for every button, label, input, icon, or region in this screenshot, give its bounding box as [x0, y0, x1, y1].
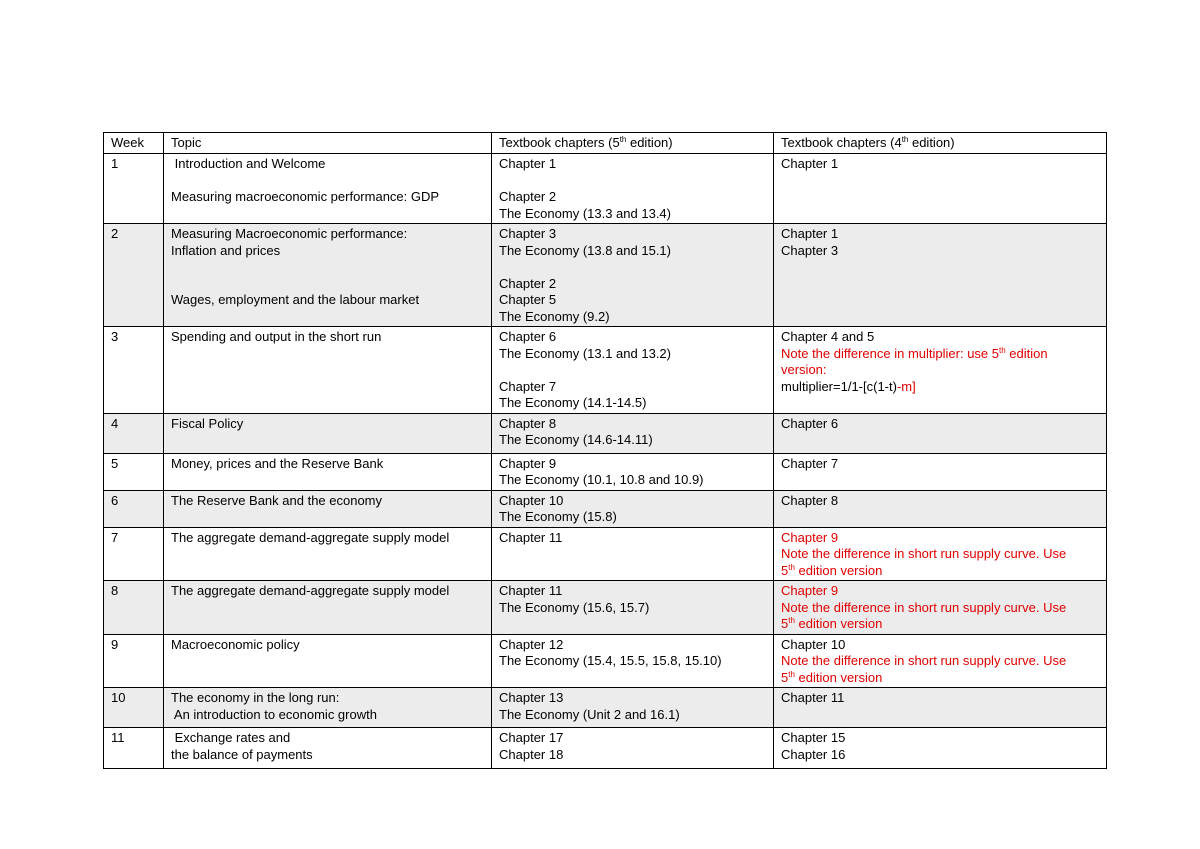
chapter-line: Chapter 12 [499, 636, 564, 652]
topic-line: Spending and output in the short run [171, 329, 382, 344]
note-number: 5 [781, 669, 789, 685]
chapter-line: Chapter 11 [499, 583, 563, 598]
chapter-line: Chapter 10 [781, 636, 846, 652]
note-continuation: version: [781, 362, 827, 377]
topic-cell [164, 581, 492, 635]
topic-cell [164, 453, 492, 490]
chapter-line: Chapter 8 [499, 415, 557, 431]
note-sup: th [788, 669, 795, 679]
header-fourth-edition [774, 133, 1107, 154]
chapter-line: The Economy (15.6, 15.7) [499, 599, 650, 615]
chapter-line: Chapter 1 [499, 156, 557, 171]
formula-text: multiplier=1/1-[c(1-t) [781, 378, 897, 394]
table-header-row [104, 133, 1107, 154]
fourth-edition-cell [774, 728, 1107, 769]
topic-line: The Reserve Bank and the economy [171, 492, 383, 508]
note-continuation [781, 670, 1100, 687]
fifth-edition-cell [492, 688, 774, 728]
chapter-line: Chapter 18 [499, 746, 564, 762]
chapter-line: Chapter 2 [499, 189, 557, 204]
fourth-edition-cell [774, 453, 1107, 490]
chapter-line: Chapter 2 [499, 275, 557, 291]
topic-cell [164, 224, 492, 327]
course-schedule-table [103, 132, 1107, 769]
note-text: Note the difference in multiplier: use 5 [781, 345, 999, 361]
chapter-line: Chapter 5 [499, 292, 557, 307]
chapter-line: The Economy (15.8) [499, 509, 617, 524]
topic-line: Exchange rates and [171, 730, 291, 745]
topic-cell [164, 154, 492, 224]
header-fifth-edition [492, 133, 774, 154]
topic-line: Introduction and Welcome [171, 156, 326, 171]
chapter-line: Chapter 10 [499, 492, 564, 508]
note-text-end: edition [1005, 345, 1048, 361]
chapter-line: Chapter 17 [499, 730, 564, 745]
fifth-edition-cell [492, 581, 774, 635]
topic-line: Money, prices and the Reserve Bank [171, 455, 384, 471]
topic-cell [164, 327, 492, 414]
chapter-line: The Economy (14.1-14.5) [499, 395, 647, 410]
chapter-line: Chapter 6 [499, 329, 557, 344]
header-fourth-post: edition) [908, 135, 955, 150]
note-text-end: edition version [794, 616, 883, 631]
topic-cell [164, 634, 492, 688]
topic-line: Measuring macroeconomic performance: GDP [171, 189, 440, 204]
chapter-line: The Economy (10.1, 10.8 and 10.9) [499, 472, 704, 487]
chapter-line: Chapter 8 [781, 492, 839, 508]
chapter-line: Chapter 6 [781, 415, 839, 431]
chapter-line: Chapter 7 [781, 455, 839, 471]
week-cell: 10 [104, 688, 164, 728]
topic-cell [164, 688, 492, 728]
chapter-line: The Economy (13.1 and 13.2) [499, 345, 671, 361]
table-row-week-1 [104, 154, 1107, 224]
fourth-edition-cell [774, 490, 1107, 527]
chapter-line: Chapter 11 [499, 529, 563, 545]
multiplier-note [781, 346, 1100, 363]
week-cell: 7 [104, 527, 164, 581]
topic-line: The aggregate demand-aggregate supply model [171, 529, 450, 545]
table-row-week-5 [104, 453, 1107, 490]
header-topic: Topic [164, 133, 492, 154]
note-number: 5 [781, 562, 789, 578]
fourth-edition-cell [774, 634, 1107, 688]
topic-line: Fiscal Policy [171, 415, 244, 431]
table-row-week-8 [104, 581, 1107, 635]
supply-curve-note: Note the difference in short run supply curve. Use [781, 546, 1067, 561]
fifth-edition-cell [492, 453, 774, 490]
chapter-line: Chapter 9 [781, 583, 839, 598]
table-row-week-4 [104, 413, 1107, 453]
header-fourth-text: Textbook chapters (4 [781, 135, 902, 150]
multiplier-formula [781, 379, 1100, 396]
note-sup: th [788, 616, 795, 625]
topic-cell [164, 490, 492, 527]
topic-line: the balance of payments [171, 746, 313, 762]
fifth-edition-cell [492, 154, 774, 224]
table-row-week-6 [104, 490, 1107, 527]
chapter-line: The Economy (13.8 and 15.1) [499, 242, 671, 258]
note-text-end: edition version [794, 669, 883, 685]
chapter-line: Chapter 4 and 5 [781, 329, 875, 344]
header-fifth-sup: th [619, 135, 627, 144]
note-continuation [781, 616, 1100, 633]
chapter-line: Chapter 9 [781, 529, 839, 545]
fourth-edition-cell [774, 688, 1107, 728]
fourth-edition-cell [774, 527, 1107, 581]
table-row-week-3 [104, 327, 1107, 414]
chapter-line: Chapter 3 [499, 226, 557, 241]
fourth-edition-cell [774, 224, 1107, 327]
fifth-edition-cell [492, 327, 774, 414]
chapter-line: Chapter 9 [499, 455, 557, 471]
fourth-edition-cell [774, 154, 1107, 224]
week-cell: 11 [104, 728, 164, 769]
fifth-edition-cell [492, 728, 774, 769]
table-row-week-7 [104, 527, 1107, 581]
chapter-line: The Economy (13.3 and 13.4) [499, 205, 671, 221]
fifth-edition-cell [492, 490, 774, 527]
chapter-line: The Economy (14.6-14.11) [499, 432, 653, 447]
supply-curve-note: Note the difference in short run supply curve. Use [781, 653, 1067, 668]
fourth-edition-cell [774, 581, 1107, 635]
topic-line: Wages, employment and the labour market [171, 292, 420, 307]
week-cell: 9 [104, 634, 164, 688]
formula-red-part: -m] [896, 378, 916, 394]
fifth-edition-cell [492, 634, 774, 688]
topic-line: Measuring Macroeconomic performance: [171, 226, 408, 241]
note-number: 5 [781, 616, 789, 631]
chapter-line: The Economy (Unit 2 and 16.1) [499, 706, 680, 722]
note-text-end: edition version [794, 562, 883, 578]
week-cell: 6 [104, 490, 164, 527]
chapter-line: Chapter 15 [781, 730, 846, 745]
topic-cell [164, 413, 492, 453]
table-row-week-2 [104, 224, 1107, 327]
chapter-line: Chapter 13 [499, 690, 564, 705]
chapter-line: The Economy (9.2) [499, 308, 610, 324]
chapter-line: Chapter 16 [781, 746, 846, 762]
header-fourth-sup: th [901, 135, 909, 144]
header-fifth-post: edition) [626, 135, 673, 150]
note-sup: th [788, 562, 795, 572]
chapter-line: Chapter 11 [781, 690, 845, 705]
topic-cell [164, 728, 492, 769]
fifth-edition-cell [492, 224, 774, 327]
chapter-line: Chapter 1 [781, 226, 839, 241]
header-fifth-text: Textbook chapters (5 [499, 135, 620, 150]
fifth-edition-cell [492, 527, 774, 581]
topic-line: The aggregate demand-aggregate supply model [171, 583, 450, 598]
fifth-edition-cell [492, 413, 774, 453]
week-cell: 3 [104, 327, 164, 414]
note-sup: th [999, 345, 1006, 355]
topic-line: Macroeconomic policy [171, 636, 300, 652]
week-cell: 8 [104, 581, 164, 635]
supply-curve-note: Note the difference in short run supply curve. Use [781, 599, 1067, 615]
chapter-line: Chapter 1 [781, 156, 839, 171]
topic-cell [164, 527, 492, 581]
fourth-edition-cell [774, 327, 1107, 414]
topic-line: The economy in the long run: [171, 690, 340, 705]
topic-line: An introduction to economic growth [171, 706, 377, 722]
table-row-week-9 [104, 634, 1107, 688]
topic-line: Inflation and prices [171, 242, 281, 258]
chapter-line: Chapter 3 [781, 242, 839, 258]
fourth-edition-cell [774, 413, 1107, 453]
week-cell: 2 [104, 224, 164, 327]
chapter-line: The Economy (15.4, 15.5, 15.8, 15.10) [499, 653, 722, 668]
chapter-line: Chapter 7 [499, 378, 557, 394]
note-continuation [781, 563, 1100, 580]
week-cell: 5 [104, 453, 164, 490]
header-week: Week [104, 133, 164, 154]
week-cell: 4 [104, 413, 164, 453]
table-row-week-10 [104, 688, 1107, 728]
week-cell: 1 [104, 154, 164, 224]
table-row-week-11 [104, 728, 1107, 769]
